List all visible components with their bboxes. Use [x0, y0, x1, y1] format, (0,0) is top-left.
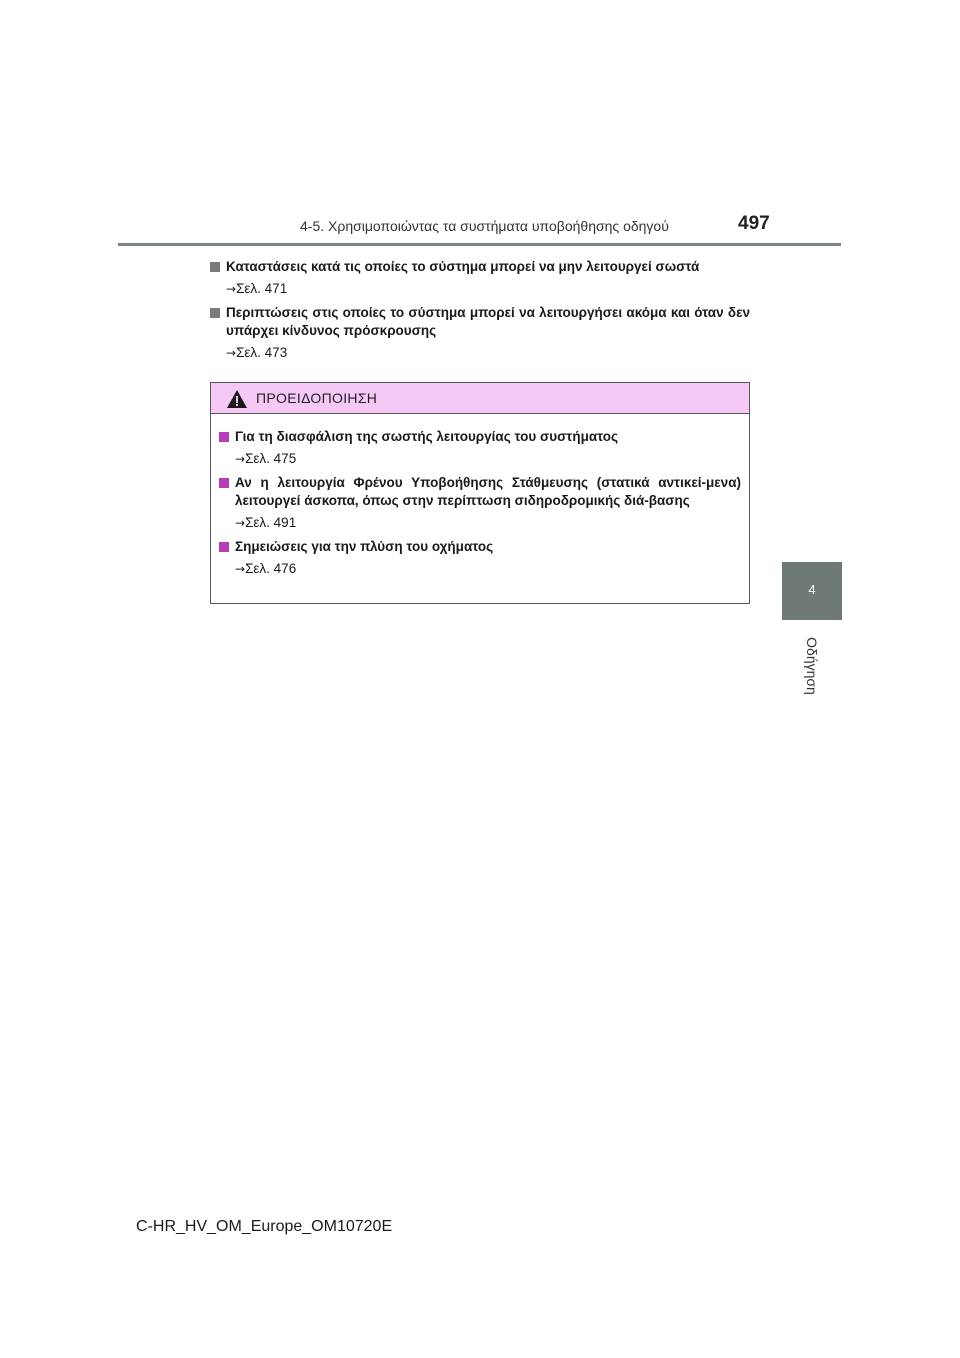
item-heading: [219, 538, 741, 556]
arrow-right-icon: →: [235, 452, 246, 466]
list-item: [210, 258, 750, 298]
square-bullet-icon: [210, 262, 220, 272]
square-bullet-icon: [219, 432, 229, 442]
main-content: [210, 258, 750, 362]
page-reference-text: Σελ. 475: [245, 451, 297, 466]
chapter-label: [782, 624, 842, 704]
list-item: [219, 474, 741, 532]
square-bullet-icon: [219, 542, 229, 552]
chapter-label-text: Οδήγηση: [804, 637, 820, 695]
page-reference-text: Σελ. 473: [236, 345, 288, 360]
page-reference[interactable]: [219, 560, 741, 578]
item-heading: [210, 258, 750, 276]
warning-title: ΠΡΟΕΙΔΟΠΟΙΗΣΗ: [256, 390, 378, 406]
item-heading: [210, 304, 750, 340]
page-number: 497: [738, 213, 770, 234]
document-code: C-HR_HV_OM_Europe_OM10720E: [136, 1218, 393, 1235]
item-heading: [219, 474, 741, 510]
warning-triangle-icon: [226, 389, 248, 409]
list-item: [210, 304, 750, 362]
list-item: [219, 428, 741, 468]
chapter-number: 4: [808, 582, 816, 597]
arrow-right-icon: →: [226, 346, 237, 360]
item-title: Σημειώσεις για την πλύση του οχήματος: [235, 539, 494, 554]
page-reference[interactable]: [210, 344, 750, 362]
chapter-tab[interactable]: [782, 562, 842, 620]
arrow-right-icon: →: [235, 562, 246, 576]
square-bullet-icon: [210, 308, 220, 318]
list-item: [219, 538, 741, 578]
item-title: Αν η λειτουργία Φρένου Υποβοήθησης Στάθμευσης (στατικά αντικεί-μενα) λειτουργεί άσκοπα, όπως στην περίπτωση σιδηροδρομικής διά-βασης: [235, 475, 741, 508]
warning-body: [211, 414, 749, 578]
arrow-right-icon: →: [235, 516, 246, 530]
page-reference-text: Σελ. 491: [245, 515, 297, 530]
arrow-right-icon: →: [226, 282, 237, 296]
item-heading: [219, 428, 741, 446]
section-title: 4-5. Χρησιμοποιώντας τα συστήματα υποβοήθησης οδηγού: [300, 218, 669, 234]
page-reference[interactable]: [219, 514, 741, 532]
warning-header: [211, 383, 749, 414]
square-bullet-icon: [219, 478, 229, 488]
page-reference-text: Σελ. 471: [236, 281, 288, 296]
page-reference[interactable]: [219, 450, 741, 468]
header-divider: [118, 243, 841, 246]
page-reference[interactable]: [210, 280, 750, 298]
item-title: Περιπτώσεις στις οποίες το σύστημα μπορεί να λειτουργήσει ακόμα και όταν δεν υπάρχει κίνδυνος πρόσκρουσης: [226, 305, 750, 338]
page-reference-text: Σελ. 476: [245, 561, 297, 576]
item-title: Καταστάσεις κατά τις οποίες το σύστημα μπορεί να μην λειτουργεί σωστά: [226, 259, 700, 274]
warning-box: [210, 382, 750, 604]
item-title: Για τη διασφάλιση της σωστής λειτουργίας του συστήματος: [235, 429, 619, 444]
